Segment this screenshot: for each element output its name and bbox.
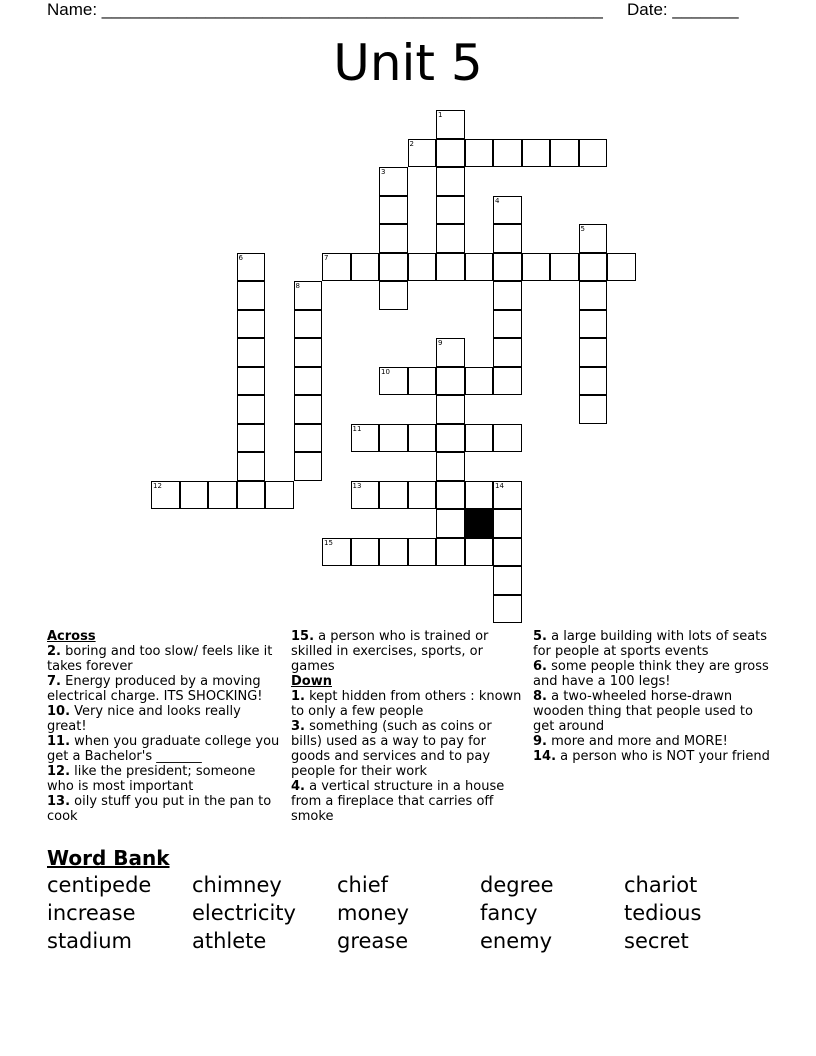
crossword-cell[interactable] bbox=[379, 196, 408, 225]
date-label: Date: bbox=[627, 0, 673, 19]
crossword-cell[interactable] bbox=[237, 281, 266, 310]
name-label: Name: bbox=[47, 0, 102, 19]
date-line: _______ bbox=[672, 0, 739, 19]
clue-text: kept hidden from others : known to only a few people bbox=[291, 689, 522, 719]
clue-number: 12 bbox=[153, 481, 162, 490]
clue-number: 2. bbox=[47, 644, 61, 659]
crossword-cell[interactable] bbox=[237, 424, 266, 453]
crossword-cell[interactable] bbox=[294, 338, 323, 367]
word-bank-word: chief bbox=[337, 873, 389, 897]
crossword-cell[interactable] bbox=[493, 338, 522, 367]
crossword-cell[interactable] bbox=[408, 139, 437, 168]
word-bank-word: stadium bbox=[47, 929, 132, 953]
crossword-cell[interactable] bbox=[493, 481, 522, 510]
crossword-cell[interactable] bbox=[493, 281, 522, 310]
crossword-cell[interactable] bbox=[237, 481, 266, 510]
crossword-cell[interactable] bbox=[465, 538, 494, 567]
crossword-cell[interactable] bbox=[579, 395, 608, 424]
clue-text: when you graduate college you get a Bachelor's _______ bbox=[47, 734, 280, 764]
clue-number: 3 bbox=[381, 168, 386, 176]
clue-text: a large building with lots of seats for people at sports events bbox=[533, 629, 768, 659]
clue-number: 13 bbox=[352, 481, 362, 490]
crossword-cell[interactable] bbox=[436, 224, 465, 253]
crossword-cell[interactable] bbox=[436, 424, 465, 453]
clue-number: 6. bbox=[533, 659, 547, 674]
clue-across bbox=[47, 794, 282, 824]
crossword-cell[interactable] bbox=[493, 253, 522, 282]
clue-down bbox=[291, 779, 526, 824]
crossword-cell[interactable] bbox=[408, 367, 437, 396]
black-cell bbox=[465, 509, 494, 538]
crossword-cell[interactable] bbox=[493, 424, 522, 453]
clue-number: 1 bbox=[438, 111, 443, 119]
crossword-cell[interactable] bbox=[180, 481, 209, 510]
crossword-cell[interactable] bbox=[436, 395, 465, 424]
clue-number: 8 bbox=[295, 282, 300, 290]
down-heading: Down bbox=[291, 674, 332, 689]
crossword-cell[interactable] bbox=[579, 367, 608, 396]
clue-text: a person who is trained or skilled in exercises, sports, or games bbox=[291, 629, 489, 674]
crossword-cell[interactable] bbox=[151, 481, 180, 510]
crossword-cell[interactable] bbox=[379, 224, 408, 253]
across-heading: Across bbox=[47, 629, 96, 644]
crossword-cell[interactable] bbox=[436, 538, 465, 567]
clue-down bbox=[533, 629, 773, 659]
clue-text: something (such as coins or bills) used as a way to pay for goods and services and to pay people for their work bbox=[291, 719, 492, 779]
clues-column-2 bbox=[291, 629, 526, 824]
clues-column-3 bbox=[533, 629, 773, 764]
clue-number: 13. bbox=[47, 794, 71, 809]
crossword-cell[interactable] bbox=[294, 452, 323, 481]
crossword-cell[interactable] bbox=[550, 253, 579, 282]
clue-number: 6 bbox=[238, 253, 243, 262]
crossword-cell[interactable] bbox=[579, 253, 608, 282]
clue-number: 5. bbox=[533, 629, 547, 644]
clue-text: some people think they are gross and have a 100 legs! bbox=[533, 659, 769, 689]
crossword-cell[interactable] bbox=[436, 452, 465, 481]
crossword-cell[interactable] bbox=[579, 139, 608, 168]
crossword-cell[interactable] bbox=[465, 481, 494, 510]
crossword-cell[interactable] bbox=[550, 139, 579, 168]
crossword-cell[interactable] bbox=[465, 367, 494, 396]
crossword-cell[interactable] bbox=[436, 509, 465, 538]
word-bank-word: athlete bbox=[192, 929, 267, 953]
page-title: Unit 5 bbox=[333, 34, 483, 92]
crossword-cell[interactable] bbox=[493, 595, 522, 624]
word-bank-word: degree bbox=[480, 873, 554, 897]
crossword-cell[interactable] bbox=[237, 253, 266, 282]
clue-number: 7. bbox=[47, 674, 61, 689]
crossword-cell[interactable] bbox=[493, 310, 522, 339]
crossword-cell[interactable] bbox=[237, 310, 266, 339]
crossword-cell[interactable] bbox=[379, 281, 408, 310]
crossword-cell[interactable] bbox=[579, 338, 608, 367]
crossword-cell[interactable] bbox=[294, 424, 323, 453]
word-bank-word: grease bbox=[337, 929, 409, 953]
clue-across bbox=[47, 674, 282, 704]
crossword-cell[interactable] bbox=[436, 167, 465, 196]
clue-down bbox=[533, 734, 773, 749]
crossword-cell[interactable] bbox=[408, 481, 437, 510]
crossword-cell[interactable] bbox=[493, 538, 522, 567]
crossword-cell[interactable] bbox=[237, 338, 266, 367]
crossword-cell[interactable] bbox=[237, 452, 266, 481]
crossword-cell[interactable] bbox=[294, 281, 323, 310]
clue-down bbox=[533, 689, 773, 734]
clue-number: 10 bbox=[381, 367, 390, 376]
crossword-cell[interactable] bbox=[493, 196, 522, 225]
name-field[interactable] bbox=[47, 0, 603, 20]
crossword-cell[interactable] bbox=[379, 367, 408, 396]
word-bank-word: enemy bbox=[480, 929, 553, 953]
clue-number: 10. bbox=[47, 704, 71, 719]
word-bank-word: money bbox=[337, 901, 409, 925]
word-bank-word: fancy bbox=[480, 901, 538, 925]
crossword-cell[interactable] bbox=[351, 424, 380, 453]
crossword-cell[interactable] bbox=[294, 367, 323, 396]
crossword-cell[interactable] bbox=[522, 139, 551, 168]
clue-number: 14 bbox=[495, 481, 504, 490]
crossword-cell[interactable] bbox=[465, 253, 494, 282]
crossword-cell[interactable] bbox=[208, 481, 237, 510]
clue-across bbox=[47, 764, 282, 794]
crossword-cell[interactable] bbox=[607, 253, 636, 282]
crossword-cell[interactable] bbox=[436, 338, 465, 367]
crossword-cell[interactable] bbox=[493, 367, 522, 396]
crossword-cell[interactable] bbox=[579, 310, 608, 339]
clue-number: 11 bbox=[352, 424, 362, 433]
clue-across bbox=[291, 629, 526, 674]
crossword-cell[interactable] bbox=[408, 424, 437, 453]
crossword-cell[interactable] bbox=[436, 367, 465, 396]
word-bank-word: chimney bbox=[192, 873, 282, 897]
crossword-cell[interactable] bbox=[379, 481, 408, 510]
clue-number: 5 bbox=[580, 225, 585, 233]
word-bank-word: chariot bbox=[624, 873, 698, 897]
clue-down bbox=[291, 689, 526, 719]
clue-number: 11. bbox=[47, 734, 71, 749]
crossword-cell[interactable] bbox=[493, 139, 522, 168]
crossword-cell[interactable] bbox=[522, 253, 551, 282]
crossword-cell[interactable] bbox=[379, 538, 408, 567]
crossword-cell[interactable] bbox=[579, 224, 608, 253]
clue-number: 15. bbox=[291, 629, 315, 644]
clue-number: 14. bbox=[533, 749, 557, 764]
clue-text: Energy produced by a moving electrical charge. ITS SHOCKING! bbox=[47, 674, 263, 704]
clue-text: more and more and MORE! bbox=[546, 734, 728, 749]
crossword-cell[interactable] bbox=[322, 253, 351, 282]
clue-number: 4 bbox=[495, 196, 500, 205]
crossword-cell[interactable] bbox=[265, 481, 294, 510]
crossword-cell[interactable] bbox=[294, 310, 323, 339]
clue-text: oily stuff you put in the pan to cook bbox=[47, 794, 272, 824]
clue-number: 4. bbox=[291, 779, 305, 794]
crossword-cell[interactable] bbox=[436, 481, 465, 510]
crossword-cell[interactable] bbox=[379, 167, 408, 196]
crossword-cell[interactable] bbox=[436, 196, 465, 225]
clue-across bbox=[47, 644, 282, 674]
word-bank-word: increase bbox=[47, 901, 136, 925]
clue-number: 2 bbox=[409, 139, 414, 148]
crossword-cell[interactable] bbox=[351, 481, 380, 510]
clue-text: like the president; someone who is most important bbox=[47, 764, 256, 794]
crossword-cell[interactable] bbox=[379, 253, 408, 282]
crossword-cell[interactable] bbox=[465, 139, 494, 168]
clue-text: boring and too slow/ feels like it takes forever bbox=[47, 644, 273, 674]
clue-number: 1. bbox=[291, 689, 305, 704]
crossword-cell[interactable] bbox=[436, 139, 465, 168]
word-bank-word: centipede bbox=[47, 873, 152, 897]
clue-across bbox=[47, 734, 282, 764]
crossword-cell[interactable] bbox=[493, 566, 522, 595]
crossword-cell[interactable] bbox=[322, 538, 351, 567]
crossword-cell[interactable] bbox=[493, 509, 522, 538]
name-line: _____________________________________________________ bbox=[101, 0, 603, 19]
word-bank-word: tedious bbox=[624, 901, 702, 925]
crossword-cell[interactable] bbox=[237, 395, 266, 424]
clue-text: Very nice and looks really great! bbox=[47, 704, 241, 734]
clue-number: 9 bbox=[438, 339, 443, 347]
crossword-cell[interactable] bbox=[493, 224, 522, 253]
crossword-cell[interactable] bbox=[436, 253, 465, 282]
clue-down bbox=[291, 719, 526, 779]
clue-number: 3. bbox=[291, 719, 305, 734]
clue-down bbox=[533, 749, 773, 764]
crossword-cell[interactable] bbox=[465, 424, 494, 453]
clue-text: a vertical structure in a house from a fireplace that carries off smoke bbox=[291, 779, 505, 824]
word-bank-title: Word Bank bbox=[47, 846, 170, 870]
crossword-cell[interactable] bbox=[379, 424, 408, 453]
clue-text: a two-wheeled horse-drawn wooden thing that people used to get around bbox=[533, 689, 753, 734]
crossword-cell[interactable] bbox=[237, 367, 266, 396]
clue-down bbox=[533, 659, 773, 689]
word-bank-word: electricity bbox=[192, 901, 296, 925]
clue-number: 12. bbox=[47, 764, 71, 779]
clues-column-1 bbox=[47, 629, 282, 824]
clue-number: 15 bbox=[324, 538, 333, 547]
crossword-cell[interactable] bbox=[408, 538, 437, 567]
clue-number: 8. bbox=[533, 689, 547, 704]
crossword-cell[interactable] bbox=[579, 281, 608, 310]
crossword-cell[interactable] bbox=[351, 253, 380, 282]
crossword-cell[interactable] bbox=[408, 253, 437, 282]
word-bank-word: secret bbox=[624, 929, 689, 953]
date-field[interactable] bbox=[627, 0, 739, 20]
clue-text: a person who is NOT your friend bbox=[556, 749, 770, 764]
clue-number: 7 bbox=[324, 253, 329, 262]
clue-across bbox=[47, 704, 282, 734]
crossword-cell[interactable] bbox=[436, 110, 465, 139]
clue-number: 9. bbox=[533, 734, 547, 749]
crossword-cell[interactable] bbox=[351, 538, 380, 567]
crossword-cell[interactable] bbox=[294, 395, 323, 424]
